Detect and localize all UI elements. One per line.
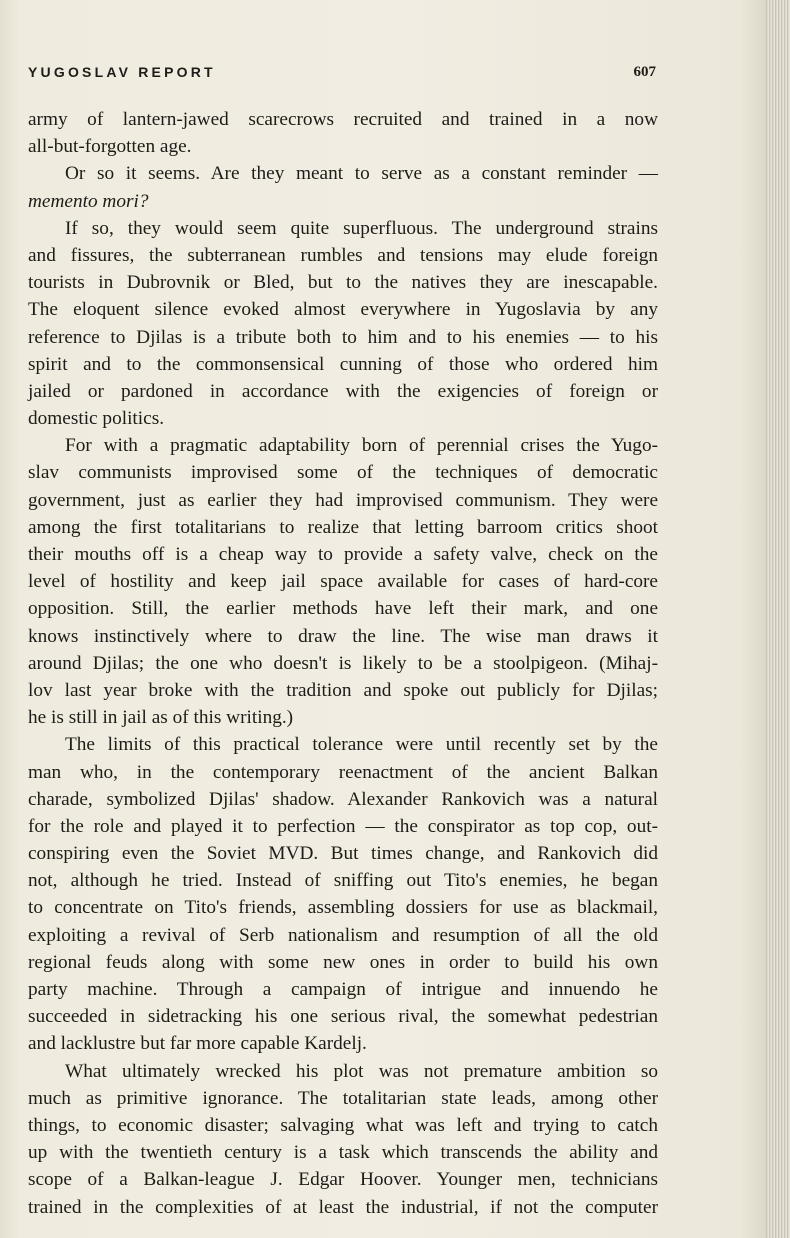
text-line: What ultimately wrecked his plot was not premature ambition so [65, 1060, 658, 1082]
page-number: 607 [633, 64, 656, 80]
text-line: Or so it seems. Are they meant to serve as a constant reminder — [65, 163, 658, 185]
text-line: slav communists improvised some of the techniques of democratic [28, 462, 658, 484]
text-line: and fissures, the subterranean rumbles and tensions may elude foreign [28, 244, 658, 266]
text-line: charade, symbolized Djilas' shadow. Alexander Rankovich was a natural [28, 788, 658, 810]
running-title: YUGOSLAV REPORT [28, 64, 216, 80]
text-line: trained in the complexities of at least the industrial, if not the computer [28, 1196, 658, 1218]
text-line: all-but-forgotten age. [28, 136, 192, 158]
text-line: level of hostility and keep jail space available for cases of hard-core [28, 571, 658, 593]
text-line: The limits of this practical tolerance were until recently set by the [65, 734, 658, 756]
text-line: regional feuds along with some new ones in order to build his own [28, 951, 658, 973]
text-line: army of lantern-jawed scarecrows recruited and trained in a now [28, 109, 658, 130]
text-line: he is still in jail as of this writing.) [28, 707, 294, 729]
text-line: party machine. Through a campaign of intrigue and innuendo he [28, 979, 658, 1000]
text-line: their mouths off is a cheap way to provide a safety valve, check on the [28, 544, 658, 565]
text-line: If so, they would seem quite superfluous. The underground strains [65, 217, 658, 239]
text-line: knows instinctively where to draw the line. The wise man draws it [28, 625, 658, 647]
running-head [28, 64, 656, 86]
page-edge [766, 0, 790, 1238]
text-line: government, just as earlier they had improvised communism. They were [28, 489, 658, 511]
text-line: memento mori? [28, 190, 149, 212]
text-line: reference to Djilas is a tribute both to him and to his enemies — to his [28, 326, 658, 348]
body-text [28, 106, 658, 1221]
text-line: man who, in the contemporary reenactment of the ancient Balkan [28, 761, 658, 783]
text-line: around Djilas; the one who doesn't is likely to be a stoolpigeon. (Mihaj- [28, 652, 658, 674]
text-line: The eloquent silence evoked almost everywhere in Yugoslavia by any [28, 299, 658, 321]
text-line: conspiring even the Soviet MVD. But times change, and Rankovich did [28, 843, 658, 865]
text-line: among the first totalitarians to realize that letting barroom critics shoot [28, 516, 658, 538]
text-line: much as primitive ignorance. The totalitarian state leads, among other [28, 1087, 658, 1109]
text-line: things, to economic disaster; salvaging what was left and trying to catch [28, 1114, 658, 1136]
text-line: opposition. Still, the earlier methods have left their mark, and one [28, 598, 658, 620]
text-line: up with the twentieth century is a task which transcends the ability and [28, 1142, 658, 1164]
text-line: for the role and played it to perfection — the conspirator as top cop, out- [28, 815, 658, 837]
text-line: succeeded in sidetracking his one serious rival, the somewhat pedestrian [28, 1006, 658, 1028]
text-line: spirit and to the commonsensical cunning of those who ordered him [28, 353, 658, 375]
text-line: to concentrate on Tito's friends, assembling dossiers for use as blackmail, [28, 897, 658, 919]
text-line: tourists in Dubrovnik or Bled, but to the natives they are inescapable. [28, 272, 658, 294]
text-line: jailed or pardoned in accordance with the exigencies of foreign or [28, 380, 658, 402]
text-line: For with a pragmatic adaptability born of perennial crises the Yugo- [65, 435, 658, 457]
text-line: domestic politics. [28, 408, 165, 430]
text-line: and lacklustre but far more capable Kardelj. [28, 1033, 367, 1055]
text-line: not, although he tried. Instead of sniffing out Tito's enemies, he began [28, 870, 658, 892]
text-line: exploiting a revival of Serb nationalism and resumption of all the old [28, 924, 658, 946]
text-line: scope of a Balkan-league J. Edgar Hoover. Younger men, technicians [28, 1169, 658, 1191]
text-line: lov last year broke with the tradition and spoke out publicly for Djilas; [28, 679, 658, 701]
